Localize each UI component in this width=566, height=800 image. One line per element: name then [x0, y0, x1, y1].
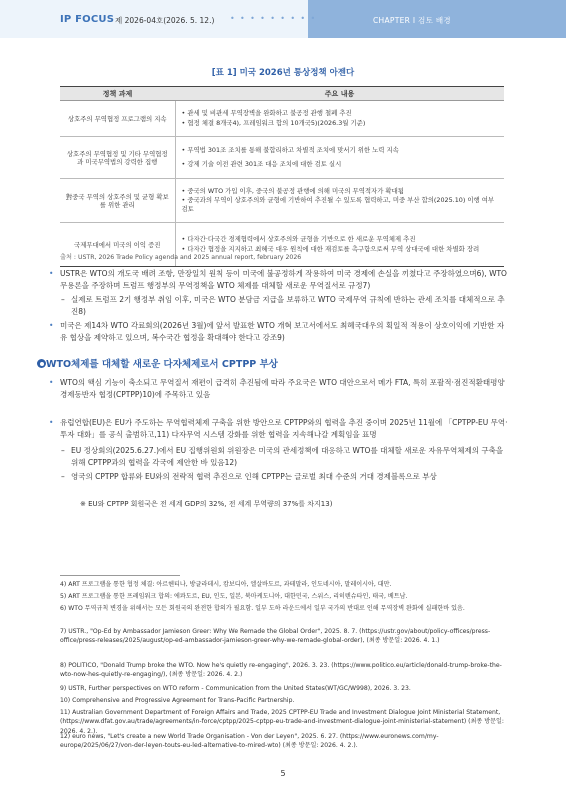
table-cell-category: 상호주의 무역협정 및 기타 무역협정과 미국무역법의 강력한 집행 [60, 137, 175, 179]
table-cell-content [175, 137, 504, 179]
table-header-cell: 정책 과제 [60, 87, 175, 101]
paragraph-wto-shrink: • WTO의 핵심 기능이 축소되고 무역질서 재편이 급격히 추진됨에 따라 주요국은 WTO 대안으로서 메가 FTA, 특히 포괄적·점진적환태평양경제동반자 협정(CPTPP)10)에 주목하고 있음 [60, 377, 510, 401]
paragraph-eu-summit: – EU 정상회의(2025.6.27.)에서 EU 집행위원회 위원장은 미국의 관세정책에 대응하고 WTO를 대체할 새로운 자유무역체제의 구축을 위해 CPTPP과의 협력을 각국에 제안한 바 있음12) [71, 445, 511, 469]
table-cell-category: 상호주의 무역협정 프로그램의 지속 [60, 101, 175, 137]
footnote: 6) WTO 무역규칙 변경을 위해서는 모든 회원국의 완전한 합의가 필요함. 일부 도하 라운드에서 일부 국가의 반대로 인해 무역장벽 완화에 실패한바 있음. [60, 605, 465, 612]
table-row [60, 179, 504, 223]
table-row [60, 101, 504, 137]
footnote: 11) Australian Government Department of Foreign Affairs and Trade, 2025 CPTPP-EU Trade and Investment Dialogue Joint Ministerial Statement, (https://www.dfat.gov.au/trade/agreements/in-force/cptpp/2025-cptpp-eu-trade-and-investment-dialogue-joint-ministerial-statement) (최종 방문일: 2026. 4. 2.). [60, 709, 504, 735]
table-cell-content [175, 101, 504, 137]
table-cell-content [175, 179, 504, 223]
page-header [0, 0, 566, 38]
table-header-cell: 주요 내용 [175, 87, 504, 101]
page-number: 5 [280, 769, 286, 778]
header-dots: • • • • • • • • • [230, 14, 317, 23]
paragraph-eu-cptpp: • 유럽연합(EU)은 EU가 주도하는 무역협력체제 구축을 위한 방안으로 CPTPP와의 협력을 추진 중이며 2025년 11월에 「CPTPP-EU 무역·투자 대화」를 공식 출범하고,11) 다자무역 시스템 강화를 위한 협력을 지속해나갈 계획임을 표명 [60, 417, 510, 441]
footnote-divider [60, 575, 180, 576]
section-heading: WTO체제를 대체할 새로운 다자체제로서 CPTPP 부상 [46, 359, 278, 370]
note-gdp-share: ※ EU와 CPTPP 회원국은 전 세계 GDP의 32%, 전 세계 무역량의 37%를 차지13) [80, 500, 333, 508]
paragraph-uk-cptpp: – 영국의 CPTPP 합류와 EU와의 전략적 협력 추진으로 인해 CPTPP는 글로벌 최대 수준의 거대 경제블록으로 부상 [71, 471, 511, 483]
table-source: 출처 : USTR, 2026 Trade Policy agenda and 2025 annual report, february 2026 [60, 254, 302, 261]
list-item: • 다자간·다국간 경제협력에서 상호주의와 균형을 기반으로 한 새로운 무역체제 추진 [182, 235, 501, 244]
section-bullet-icon [37, 359, 46, 368]
list-item: • 강제 기술 이전 관련 301조 대응 조치에 대한 검토 실시 [182, 160, 501, 169]
list-item: • 협정 체결 8개국4), 프레임워크 합의 10개국5)(2026.3월 기준) [182, 119, 501, 128]
list-item: • 중국과의 무역이 상호주의와 균형에 기반하여 추진될 수 있도록 협력하고, 미중 부산 합의(2025.10) 이행 여부 검토 [182, 196, 501, 215]
table-cell-category: 국제무대에서 미국의 이익 증진 [60, 223, 175, 267]
footnote: 5) ART 프로그램을 통한 프레임워크 합의: 에콰도르, EU, 인도, 일본, 북마케도니아, 대한민국, 스위스, 리히텐슈타인, 태국, 베트남. [60, 593, 408, 600]
paragraph-trump-admin: – 실제로 트럼프 2기 행정부 취임 이후, 미국은 WTO 분담금 지급을 보류하고 WTO 국제무역 규칙에 반하는 관세 조치를 대체적으로 추진8) [71, 294, 511, 318]
table-title: [표 1] 미국 2026년 통상정책 아젠다 [211, 68, 355, 78]
footnote: 10) Comprehensive and Progressive Agreement for Trans-Pacific Partnership. [60, 697, 295, 704]
footnote: 12) euro news, "Let's create a new World Trade Organisation - Von der Leyen", 2025. 6. 27. (https://www.euronews.com/my-europe/2025/06/27/von-der-leyen-touts-eu-led-alternative-to-mired-wto) (최종 방문일: 2026. 4. 2.). [60, 733, 439, 750]
policy-table [60, 86, 504, 267]
list-item: • 중국의 WTO 가입 이후, 중국의 불공정 관행에 의해 미국의 무역적자가 확대됨 [182, 187, 501, 196]
brand-logo-text: IP FOCUS [60, 14, 115, 25]
issue-number: 제 2026-04호(2026. 5. 12.) [115, 16, 215, 25]
table-row [60, 137, 504, 179]
table-header-row [60, 87, 504, 101]
footnote: 7) USTR., "Op-Ed by Ambassador Jamieson Greer: Why We Remade the Global Order", 2025. 8. 7. (https://ustr.gov/about/policy-offices/press-office/press-releases/2025/august/op-ed-ambassador-jamieson-greer-why-we-remade-global-order), (최종 방문일: 2026. 4. 1.) [60, 628, 491, 645]
footnote: 4) ART 프로그램을 통한 협정 체결: 아르헨티나, 방글라데시, 캄보디아, 엘살바도르, 과테말라, 인도네시아, 말레이시아, 대만. [60, 581, 392, 588]
list-item: • 관세 및 비관세 무역장벽을 완화하고 불공정 관행 철폐 추진 [182, 109, 501, 118]
footnote: 9) USTR, Further perspectives on WTO reform - Communication from the United States(WT/GC/W998), 2026. 3. 23. [60, 685, 411, 692]
chapter-label: CHAPTER Ⅰ 검토 배경 [373, 16, 451, 25]
table-cell-category: 對중국 무역의 상호주의 및 균형 확보를 위한 관리 [60, 179, 175, 223]
paragraph-usr-wto: • USTR은 WTO의 개도국 배려 조항, 만장일치 원칙 등이 미국에 불공정하게 작용하여 미국 경제에 손실을 끼쳤다고 주장하였으며6), WTO 무용론을 주장하며 트럼프 행정부의 무역정책을 WTO 체제를 대체할 새로운 무역질서로 규정7) [60, 268, 510, 292]
list-item: • 다자간 협정을 지지하고 최혜국 대우 원칙에 대한 재검토를 촉구함으로써 무역 상대국에 대한 차별화 장려 [182, 245, 501, 254]
footnote: 8) POLITICO, "Donald Trump broke the WTO. Now he's quietly re-engaging", 2026. 3. 23. (https://www.politico.eu/article/donald-trump-broke-the-wto-now-hes-quietly-re-engaging/), (최종 방문일: 2026. 4. 2.) [60, 662, 502, 679]
list-item: • 무역법 301조 조치를 통해 불합리하고 차별적 조치에 맞서기 위한 노력 지속 [182, 146, 501, 155]
paragraph-wto-ministerial: • 미국은 제14차 WTO 각료회의(2026년 3월)에 앞서 발표한 WTO 개혁 보고서에서도 최혜국대우의 획일적 적용이 상호이익에 기반한 자유 협상을 제약하고 있으며, 복수국간 협정을 확대해야 한다고 강조9) [60, 320, 510, 344]
